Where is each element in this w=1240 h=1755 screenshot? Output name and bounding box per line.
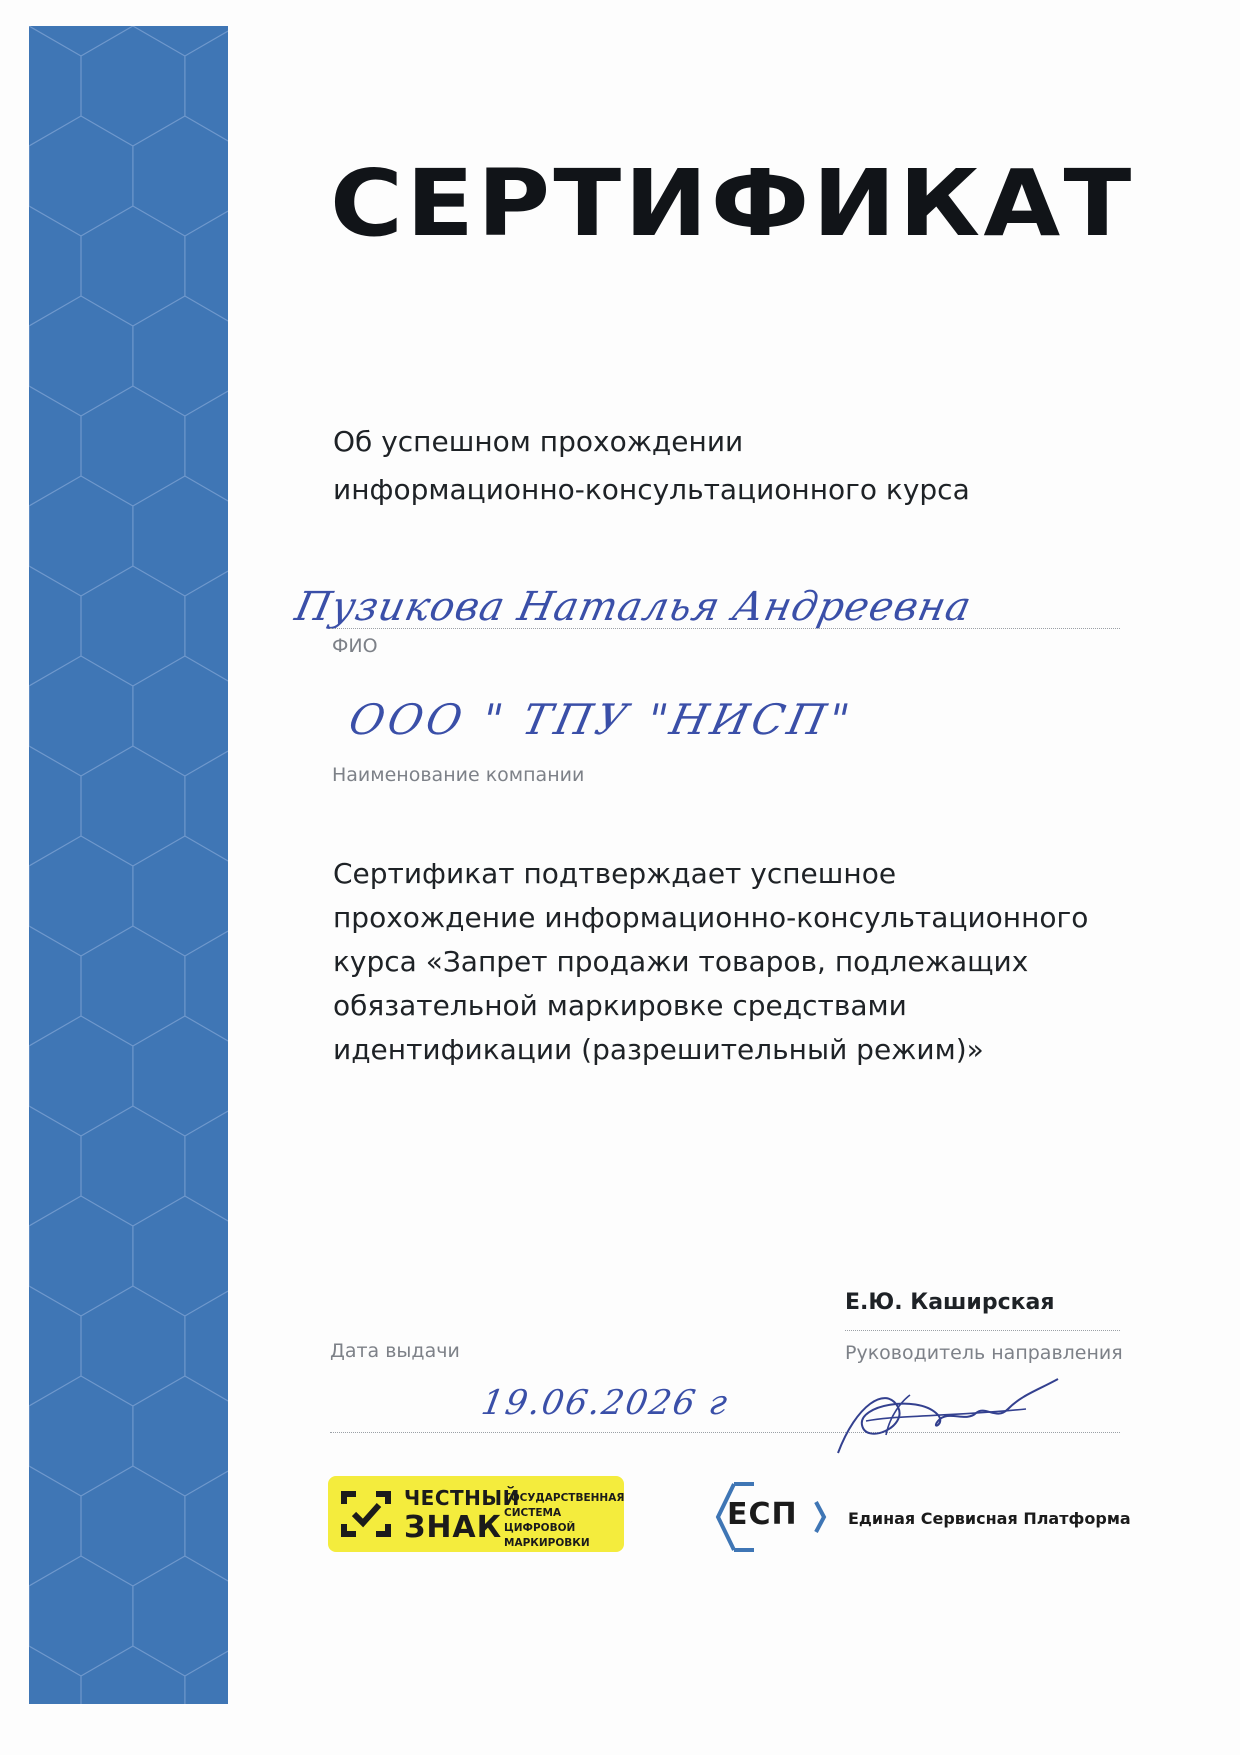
signer-name: Е.Ю. Каширская [845,1290,1055,1315]
check-mark-icon [340,1488,392,1540]
body-line: Сертификат подтверждает успешное [333,857,897,890]
body-line: курса «Запрет продажи товаров, подлежащих [333,945,1029,978]
logo-word-znak: ЗНАК [404,1510,503,1545]
logo-subtitle-line: ГОСУДАРСТВЕННАЯ [504,1492,625,1504]
esp-logo-name: Единая Сервисная Платформа [848,1509,1131,1528]
logo-subtitle-line: СИСТЕМА ЦИФРОВОЙ [504,1507,576,1534]
logo-subtitle [504,1491,624,1551]
fio-caption: ФИО [332,635,378,657]
certificate-title: СЕРТИФИКАТ [330,150,1135,257]
signer-position: Руководитель направления [845,1342,1123,1364]
company-caption: Наименование компании [332,764,585,786]
company-handwritten: ООО " ТПУ "НИСП" [344,695,858,744]
lead-line: информационно-консультационного курса [333,473,970,506]
logo-subtitle-line: МАРКИРОВКИ [504,1537,590,1549]
decorative-side-band [29,26,228,1704]
issue-date-handwritten: 19.06.2026 г [478,1383,733,1423]
body-line: идентификации (разрешительный режим)» [333,1033,984,1066]
lead-text [333,418,970,514]
pattern-lines [29,26,228,1704]
confirmation-text [333,852,1088,1072]
signer-rule [845,1330,1120,1331]
body-line: обязательной маркировке средствами [333,989,907,1022]
fio-handwritten: Пузикова Наталья Андреевна [291,584,976,630]
signature-image [826,1365,1066,1465]
chestny-znak-logo [328,1476,624,1552]
esp-logo-abbr: ЕСП [727,1497,798,1532]
fio-underline [330,628,1120,629]
logo-word-chestny: ЧЕСТНЫЙ [404,1486,520,1510]
body-line: прохождение информационно-консультационного [333,901,1089,934]
geometric-pattern [29,26,228,1704]
issue-date-caption: Дата выдачи [330,1340,460,1362]
lead-line: Об успешном прохождении [333,425,744,458]
